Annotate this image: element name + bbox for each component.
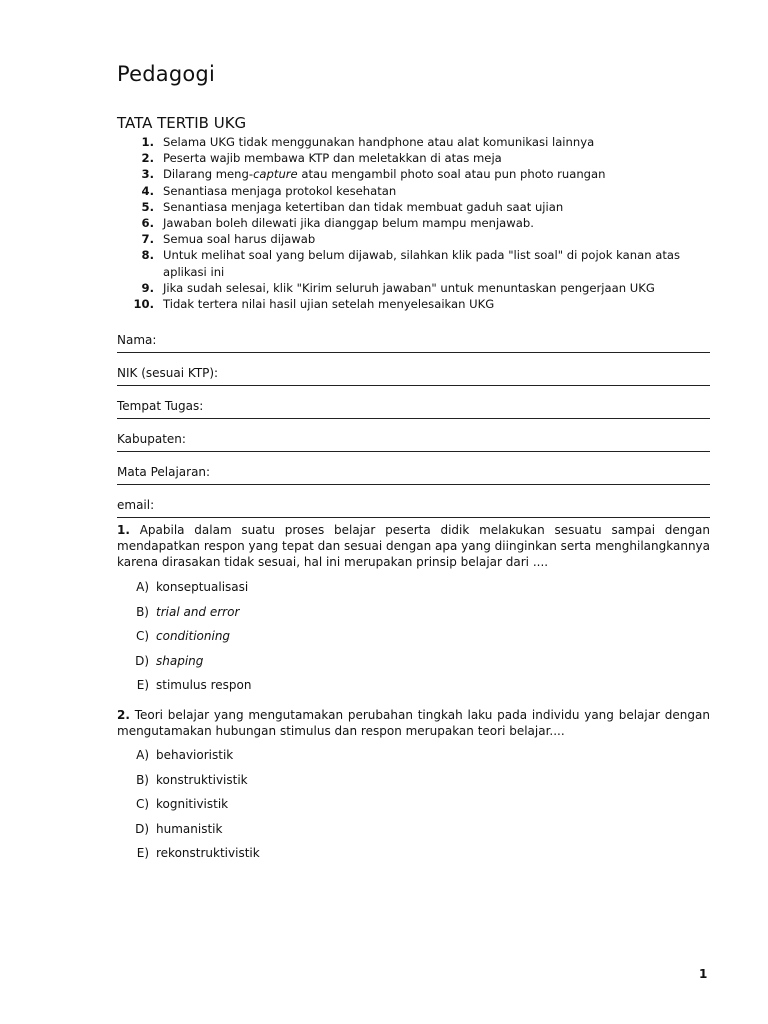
rule-number: 4. [141,183,154,198]
rule-number: 6. [141,216,154,231]
question-1-options [117,575,710,698]
rule-text: Untuk melihat soal yang belum dijawab, silahkan klik pada "list soal" di pojok kanan atas aplikasi ini [163,248,681,279]
rule-number: 9. [141,280,154,295]
rule-number: 8. [141,248,154,263]
option-text: trial and error [156,604,240,619]
option-letter: A) [136,580,149,595]
question-2-options [117,743,710,866]
name-field[interactable] [117,320,710,353]
rule-item [117,231,710,247]
rule-text-after: atau mengambil photo soal atau pun photo ruangan [297,167,606,182]
rules-heading: TATA TERTIB UKG [117,114,247,132]
option-d[interactable] [117,817,710,842]
page-number: 1 [699,967,708,981]
field-label: Mata Pelajaran: [117,465,211,479]
question-2 [117,707,710,739]
question-number: 1. [117,523,130,537]
option-text: behavioristik [156,748,234,763]
rule-item [117,247,710,279]
question-1 [117,522,710,570]
option-e[interactable] [117,673,710,698]
rule-number: 1. [141,135,154,149]
option-text: conditioning [156,629,231,644]
option-a[interactable] [117,575,710,600]
page-title: Pedagogi [117,62,215,86]
question-number: 2. [117,708,130,722]
option-text: rekonstruktivistik [156,846,260,861]
option-text: kognitivistik [156,797,229,812]
nik-field[interactable] [117,353,710,386]
field-label: Kabupaten: [117,432,186,446]
option-letter: D) [135,653,149,668]
field-label: email: [117,498,155,512]
rule-number: 3. [141,167,154,182]
rule-item [117,183,710,199]
option-letter: B) [136,604,149,619]
option-e[interactable] [117,841,710,866]
option-c[interactable] [117,624,710,649]
rule-number: 5. [141,199,154,214]
rule-text [163,166,710,182]
rule-text: Jawaban boleh dilewati jika dianggap belum mampu menjawab. [163,216,534,231]
option-text: humanistik [156,821,223,836]
rule-text-before: Dilarang meng- [163,167,254,182]
option-letter: A) [136,748,149,763]
question-text: Apabila dalam suatu proses belajar peserta didik melakukan sesuatu sampai dengan mendapatkan respon yang tepat dan sesuai dengan apa yang diinginkan serta menghilangkannya karena dirasakan tidak sesuai, hal ini merupakan prinsip belajar dari .... [117,523,710,569]
rule-text-italic: capture [253,167,298,182]
tempat-tugas-field[interactable] [117,386,710,419]
rule-number: 10. [133,297,154,312]
option-letter: D) [135,821,149,836]
option-letter: E) [136,678,149,693]
rule-item [117,134,710,150]
field-label: Nama: [117,333,157,347]
option-text: konseptualisasi [156,580,249,595]
option-text: konstruktivistik [156,772,248,787]
rule-text: Senantiasa menjaga protokol kesehatan [163,183,397,198]
kabupaten-field[interactable] [117,419,710,452]
option-letter: B) [136,772,149,787]
rules-list [117,134,710,312]
rule-item [117,150,710,166]
option-c[interactable] [117,792,710,817]
option-b[interactable] [117,768,710,793]
option-letter: C) [135,797,149,812]
question-text: Teori belajar yang mengutamakan perubahan tingkah laku pada individu yang belajar dengan mengutamakan hubungan stimulus dan respon merupakan teori belajar.... [117,708,710,738]
rule-item [117,280,710,296]
option-d[interactable] [117,649,710,674]
rule-text: Peserta wajib membawa KTP dan meletakkan di atas meja [163,151,502,166]
option-text: shaping [156,653,204,668]
field-label: Tempat Tugas: [117,399,204,413]
rule-number: 7. [141,232,154,247]
identity-fields [117,320,710,518]
rule-item [117,296,710,312]
option-letter: E) [136,846,149,861]
rule-item [117,199,710,215]
option-b[interactable] [117,600,710,625]
rule-text: Semua soal harus dijawab [163,232,316,247]
rule-item [117,215,710,231]
rule-text: Tidak tertera nilai hasil ujian setelah menyelesaikan UKG [163,297,495,312]
option-letter: C) [135,629,149,644]
rule-number: 2. [141,151,154,166]
mata-pelajaran-field[interactable] [117,452,710,485]
rule-text: Selama UKG tidak menggunakan handphone atau alat komunikasi lainnya [163,135,595,149]
rule-text: Senantiasa menjaga ketertiban dan tidak membuat gaduh saat ujian [163,199,564,214]
field-label: NIK (sesuai KTP): [117,366,219,380]
rule-text: Jika sudah selesai, klik "Kirim seluruh jawaban" untuk menuntaskan pengerjaan UKG [163,280,655,295]
option-a[interactable] [117,743,710,768]
email-field[interactable] [117,485,710,518]
rule-item [117,166,710,182]
option-text: stimulus respon [156,678,252,693]
